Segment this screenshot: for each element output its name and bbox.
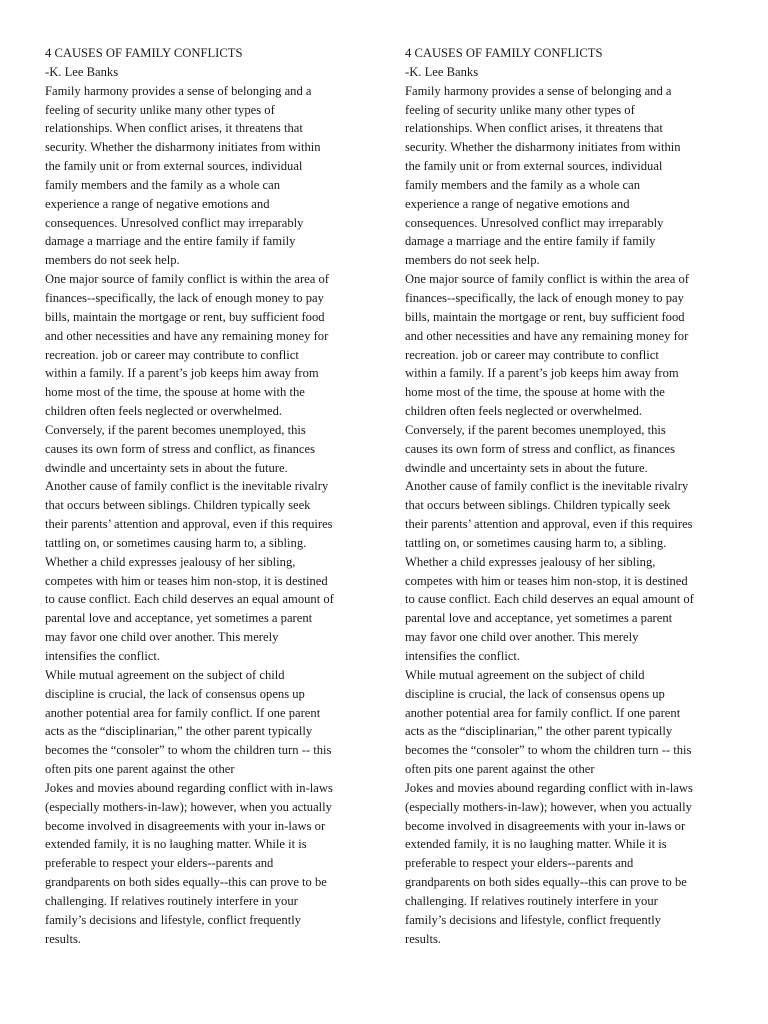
text-line: recreation. job or career may contribute to conflict (45, 347, 299, 362)
text-line: that occurs between siblings. Children typically seek (45, 498, 311, 513)
text-line: and other necessities and have any remaining money for (45, 328, 329, 343)
text-line: children often feels neglected or overwhelmed. (45, 404, 283, 419)
document-title: 4 CAUSES OF FAMILY CONFLICTS (45, 46, 243, 60)
text-line: Conversely, if the parent becomes unemployed, this (405, 422, 666, 437)
text-line: intensifies the conflict. (45, 649, 161, 663)
text-line: Family harmony provides a sense of belonging and a (405, 83, 672, 98)
text-line: acts as the “disciplinarian,” the other parent typically (45, 724, 313, 739)
text-line: their parents’ attention and approval, even if this requires (45, 517, 333, 532)
text-line: another potential area for family conflict. If one parent (405, 705, 681, 720)
text-line: (especially mothers-in-law); however, when you actually (405, 799, 692, 814)
text-line: becomes the “consoler” to whom the children turn -- this (45, 743, 332, 758)
text-line: tattling on, or sometimes causing harm to, a sibling. (45, 535, 307, 550)
text-line: the family unit or from external sources, individual (45, 159, 303, 174)
text-line: preferable to respect your elders--parents and (405, 856, 634, 871)
text-line: grandparents on both sides equally--this can prove to be (45, 875, 327, 890)
text-line: results. (45, 931, 82, 946)
text-line: that occurs between siblings. Children typically seek (405, 498, 671, 513)
text-line: relationships. When conflict arises, it threatens that (405, 121, 663, 136)
text-line: Jokes and movies abound regarding conflict with in-laws (405, 780, 693, 795)
text-line: Conversely, if the parent becomes unemployed, this (45, 422, 306, 437)
text-line: within a family. If a parent’s job keeps him away from (45, 366, 319, 381)
text-line: often pits one parent against the other (45, 762, 235, 777)
text-line: challenging. If relatives routinely interfere in your (45, 893, 298, 908)
text-line: challenging. If relatives routinely interfere in your (405, 893, 658, 908)
text-line: extended family, it is no laughing matter. While it is (45, 837, 307, 852)
text-line: members do not seek help. (405, 253, 540, 268)
text-line: Jokes and movies abound regarding conflict with in-laws (45, 780, 333, 795)
text-line: finances--specifically, the lack of enough money to pay (405, 290, 684, 305)
text-line: to cause conflict. Each child deserves an equal amount of (45, 592, 334, 607)
text-line: relationships. When conflict arises, it threatens that (45, 121, 303, 136)
text-line: home most of the time, the spouse at home with the (405, 385, 665, 400)
text-line: tattling on, or sometimes causing harm to, a sibling. (405, 535, 667, 550)
document-author: -K. Lee Banks (45, 64, 119, 79)
text-line: Another cause of family conflict is the inevitable rivalry (45, 479, 329, 494)
text-line: competes with him or teases him non-stop, it is destined (45, 573, 328, 588)
text-line: home most of the time, the spouse at home with the (45, 385, 305, 400)
document-author: -K. Lee Banks (405, 64, 479, 79)
text-line: the family unit or from external sources, individual (405, 159, 663, 174)
text-line: family’s decisions and lifestyle, conflict frequently (405, 912, 662, 927)
text-line: bills, maintain the mortgage or rent, buy sufficient food (45, 309, 325, 324)
text-line: often pits one parent against the other (405, 762, 595, 777)
text-line: parental love and acceptance, yet sometimes a parent (45, 611, 313, 626)
text-line: family members and the family as a whole can (45, 177, 281, 192)
text-line: another potential area for family conflict. If one parent (45, 705, 321, 720)
text-line: While mutual agreement on the subject of child (405, 667, 645, 682)
text-line: recreation. job or career may contribute to conflict (405, 347, 659, 362)
text-line: dwindle and uncertainty sets in about the future. (405, 460, 648, 475)
text-line: family members and the family as a whole can (405, 177, 641, 192)
text-line: Another cause of family conflict is the inevitable rivalry (405, 479, 689, 494)
text-line: to cause conflict. Each child deserves an equal amount of (405, 592, 694, 607)
text-line: family’s decisions and lifestyle, conflict frequently (45, 912, 302, 927)
text-line: (especially mothers-in-law); however, when you actually (45, 799, 332, 814)
text-line: damage a marriage and the entire family if family (405, 234, 656, 249)
text-line: experience a range of negative emotions and (405, 196, 630, 211)
text-line: children often feels neglected or overwhelmed. (405, 404, 643, 419)
text-line: competes with him or teases him non-stop, it is destined (405, 573, 688, 588)
text-line: feeling of security unlike many other types of (45, 102, 275, 117)
text-line: feeling of security unlike many other types of (405, 102, 635, 117)
text-line: becomes the “consoler” to whom the children turn -- this (405, 743, 692, 758)
text-line: dwindle and uncertainty sets in about the future. (45, 460, 288, 475)
text-line: security. Whether the disharmony initiates from within (45, 140, 321, 155)
text-line: may favor one child over another. This merely (45, 630, 279, 645)
text-line: finances--specifically, the lack of enough money to pay (45, 290, 324, 305)
text-line: acts as the “disciplinarian,” the other parent typically (405, 724, 673, 739)
text-line: become involved in disagreements with your in-laws or (45, 818, 326, 833)
text-column-left (45, 44, 369, 949)
text-line: bills, maintain the mortgage or rent, buy sufficient food (405, 309, 685, 324)
text-line: members do not seek help. (45, 253, 180, 268)
text-line: Family harmony provides a sense of belonging and a (45, 83, 312, 98)
text-column-right (405, 44, 729, 949)
text-line: experience a range of negative emotions and (45, 196, 270, 211)
text-line: One major source of family conflict is within the area of (405, 272, 689, 287)
document-title: 4 CAUSES OF FAMILY CONFLICTS (405, 46, 603, 60)
text-line: Whether a child expresses jealousy of her sibling, (45, 554, 296, 569)
text-line: One major source of family conflict is within the area of (45, 272, 329, 287)
text-line: consequences. Unresolved conflict may irreparably (405, 215, 664, 230)
text-line: may favor one child over another. This merely (405, 630, 639, 645)
text-line: While mutual agreement on the subject of child (45, 667, 285, 682)
text-line: become involved in disagreements with your in-laws or (405, 818, 686, 833)
text-line: and other necessities and have any remaining money for (405, 328, 689, 343)
text-line: grandparents on both sides equally--this can prove to be (405, 875, 687, 890)
text-line: damage a marriage and the entire family if family (45, 234, 296, 249)
text-line: within a family. If a parent’s job keeps him away from (405, 366, 679, 381)
text-line: parental love and acceptance, yet sometimes a parent (405, 611, 673, 626)
text-line: causes its own form of stress and conflict, as finances (405, 441, 675, 456)
text-line: intensifies the conflict. (405, 649, 521, 663)
text-line: discipline is crucial, the lack of consensus opens up (45, 686, 305, 701)
text-line: results. (405, 931, 442, 946)
text-line: extended family, it is no laughing matter. While it is (405, 837, 667, 852)
text-line: security. Whether the disharmony initiates from within (405, 140, 681, 155)
text-line: preferable to respect your elders--parents and (45, 856, 274, 871)
text-line: discipline is crucial, the lack of consensus opens up (405, 686, 665, 701)
text-line: consequences. Unresolved conflict may irreparably (45, 215, 304, 230)
text-line: causes its own form of stress and conflict, as finances (45, 441, 315, 456)
text-line: Whether a child expresses jealousy of her sibling, (405, 554, 656, 569)
text-line: their parents’ attention and approval, even if this requires (405, 517, 693, 532)
